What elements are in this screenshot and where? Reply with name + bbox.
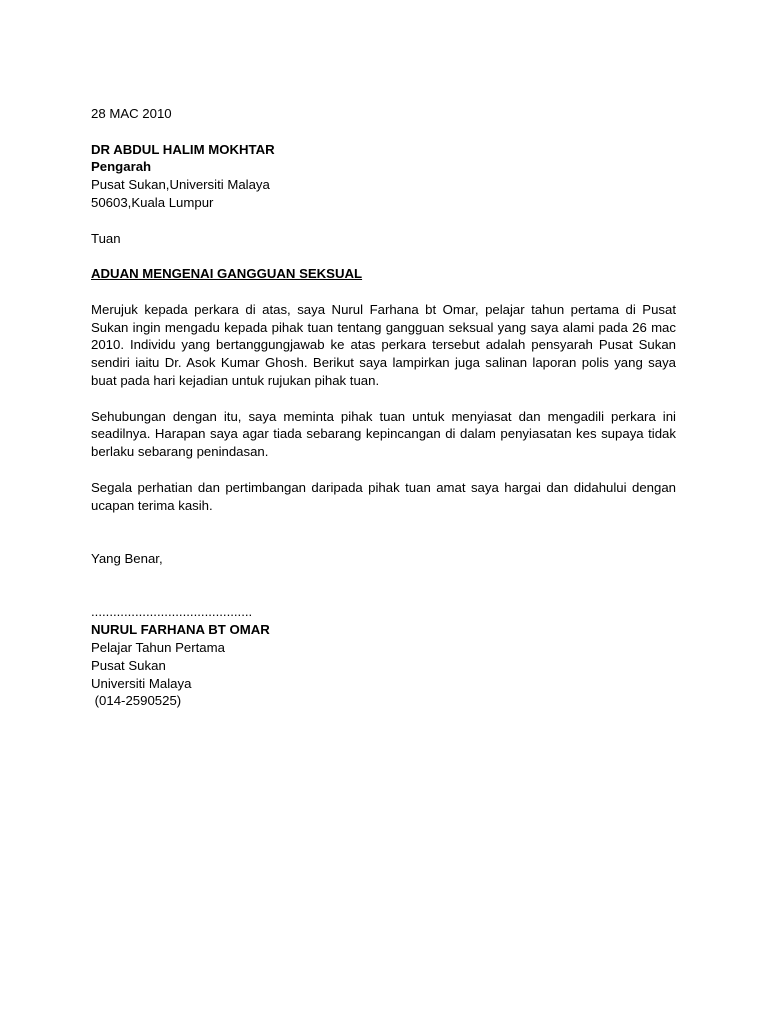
sender-name: NURUL FARHANA BT OMAR (91, 622, 270, 638)
sender-phone: (014-2590525) (91, 693, 182, 709)
body-paragraph-1: Merujuk kepada perkara di atas, saya Nurul Farhana bt Omar, pelajar tahun pertama di Pusat Sukan ingin mengadu kepada pihak tuan tentang gangguan seksual yang saya alami pada 26 mac 2010. Individu yang bertanggungjawab ke atas perkara tersebut adalah pensyarah Pusat Sukan sendiri iaitu Dr. Asok Kumar Ghosh. Berikut saya lampirkan juga salinan laporan polis yang saya buat pada hari kejadian untuk rujukan pihak tuan. (91, 301, 676, 388)
sender-position: Pelajar Tahun Pertama (91, 639, 225, 655)
letter-content (91, 105, 676, 710)
recipient-address-line2: 50603,Kuala Lumpur (91, 194, 214, 210)
sender-department: Pusat Sukan (91, 657, 166, 673)
body-paragraph-3: Segala perhatian dan pertimbangan daripada pihak tuan amat saya hargai dan didahului dengan ucapan terima kasih. (91, 479, 676, 513)
salutation: Tuan (91, 230, 121, 246)
recipient-block (91, 141, 676, 212)
signature-line: ............................................ (91, 604, 253, 620)
body-paragraph-2: Sehubungan dengan itu, saya meminta pihak tuan untuk menyiasat dan mengadili perkara ini seadilnya. Harapan saya agar tiada sebarang kepincangan di dalam penyiasatan kes supaya tidak berlaku sebarang penindasan. (91, 408, 676, 460)
letter-subject: ADUAN MENGENAI GANGGUAN SEKSUAL (91, 266, 363, 282)
recipient-title: Pengarah (91, 159, 152, 175)
recipient-name: DR ABDUL HALIM MOKHTAR (91, 141, 275, 157)
closing: Yang Benar, (91, 550, 163, 566)
sender-block (91, 621, 676, 710)
recipient-address-line1: Pusat Sukan,Universiti Malaya (91, 177, 270, 193)
sender-university: Universiti Malaya (91, 675, 192, 691)
letter-date: 28 MAC 2010 (91, 106, 172, 121)
